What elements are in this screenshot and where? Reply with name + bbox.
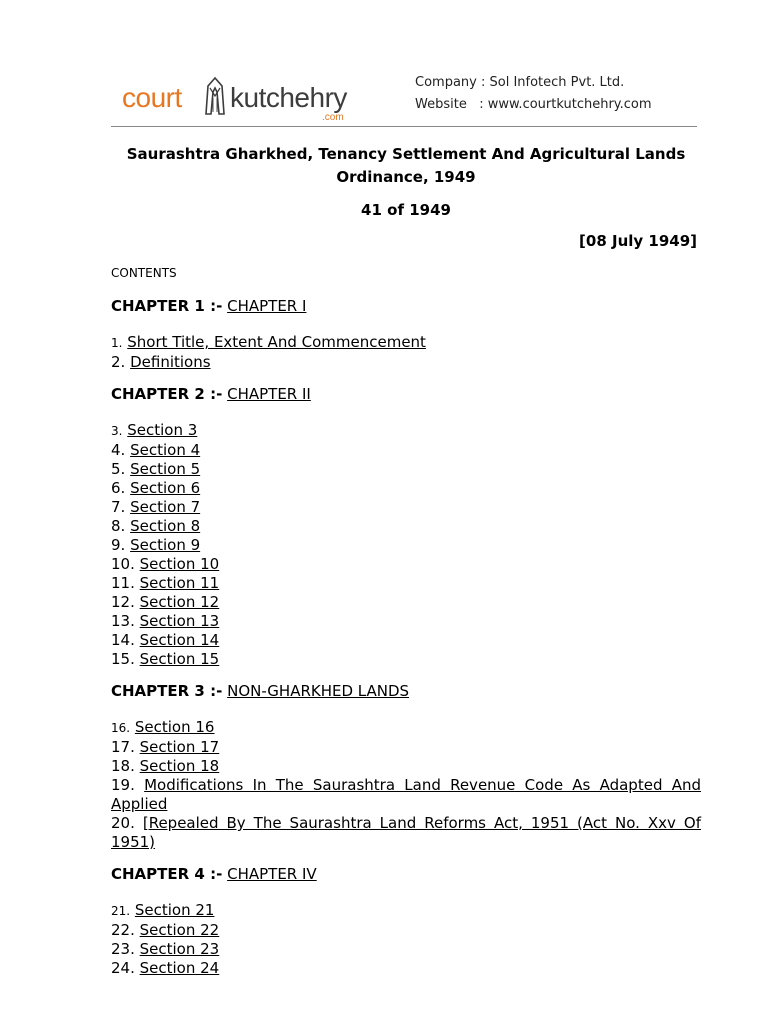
lawyer-gown-icon	[200, 76, 230, 116]
chapter-heading	[111, 385, 701, 404]
chapter-heading	[111, 682, 701, 701]
section-link[interactable]: Section 6	[130, 479, 201, 497]
section-link[interactable]: Section 15	[139, 650, 220, 668]
chapter-link[interactable]: NON-GHARKHED LANDS	[227, 682, 410, 700]
section-number: 4.	[111, 441, 126, 459]
list-item	[111, 921, 701, 940]
list-item	[111, 757, 701, 776]
logo-court-text: court	[122, 82, 182, 113]
section-link[interactable]: Section 5	[130, 460, 201, 478]
section-link[interactable]: [Repealed By The Saurashtra Land Reforms Act, 1951 (Act No. Xxv Of 1951)	[111, 814, 701, 851]
section-list	[111, 718, 701, 852]
section-link[interactable]: Section 21	[134, 901, 215, 919]
section-number: 20.	[111, 814, 135, 832]
section-number: 11.	[111, 574, 135, 592]
section-number: 3.	[111, 424, 123, 438]
section-link[interactable]: Short Title, Extent And Commencement	[127, 333, 426, 351]
list-item	[111, 460, 701, 479]
section-link[interactable]: Section 9	[130, 536, 201, 554]
list-item	[111, 353, 701, 372]
section-number: 16.	[111, 721, 131, 735]
list-item	[111, 776, 701, 814]
chapter-link[interactable]: CHAPTER II	[227, 385, 311, 403]
chapter-label: CHAPTER 1 :-	[111, 297, 223, 315]
chapter-label: CHAPTER 3 :-	[111, 682, 223, 700]
list-item	[111, 421, 701, 441]
section-link[interactable]: Section 18	[139, 757, 220, 775]
section-number: 7.	[111, 498, 126, 516]
list-item	[111, 593, 701, 612]
chapter-heading	[111, 865, 701, 884]
section-list	[111, 421, 701, 669]
section-number: 19.	[111, 776, 135, 794]
section-link[interactable]: Section 4	[130, 441, 201, 459]
section-list	[111, 901, 701, 978]
chapter-heading	[111, 297, 701, 316]
chapter-label: CHAPTER 2 :-	[111, 385, 223, 403]
section-number: 15.	[111, 650, 135, 668]
section-link[interactable]: Section 10	[139, 555, 220, 573]
section-number: 21.	[111, 904, 131, 918]
section-link[interactable]: Section 23	[139, 940, 220, 958]
chapter-label: CHAPTER 4 :-	[111, 865, 223, 883]
section-link[interactable]: Section 17	[139, 738, 220, 756]
list-item	[111, 612, 701, 631]
list-item	[111, 498, 701, 517]
section-link[interactable]: Definitions	[130, 353, 211, 371]
section-link[interactable]: Section 24	[139, 959, 220, 977]
company-info	[415, 72, 652, 116]
section-number: 10.	[111, 555, 135, 573]
list-item	[111, 333, 701, 353]
section-number: 6.	[111, 479, 126, 497]
page-header	[0, 0, 768, 130]
section-number: 24.	[111, 959, 135, 977]
section-number: 2.	[111, 353, 126, 371]
logo-com-text: .com	[322, 112, 344, 123]
section-link[interactable]: Section 7	[130, 498, 201, 516]
section-number: 12.	[111, 593, 135, 611]
section-number: 9.	[111, 536, 126, 554]
section-link[interactable]: Section 13	[139, 612, 220, 630]
document-body	[111, 143, 701, 991]
section-number: 13.	[111, 612, 135, 630]
section-number: 1.	[111, 336, 123, 350]
act-date: [08 July 1949]	[579, 232, 697, 250]
list-item	[111, 940, 701, 959]
chapter-link[interactable]: CHAPTER I	[227, 297, 307, 315]
list-item	[111, 738, 701, 757]
section-number: 18.	[111, 757, 135, 775]
list-item	[111, 479, 701, 498]
document-title: Saurashtra Gharkhed, Tenancy Settlement And Agricultural Lands Ordinance, 1949	[126, 145, 686, 186]
section-link[interactable]: Section 12	[139, 593, 220, 611]
list-item	[111, 536, 701, 555]
section-link[interactable]: Section 8	[130, 517, 201, 535]
list-item	[111, 517, 701, 536]
section-number: 14.	[111, 631, 135, 649]
section-link[interactable]: Section 16	[134, 718, 215, 736]
section-number: 23.	[111, 940, 135, 958]
logo-kutchehry-text: kutchehry	[230, 82, 347, 113]
company-line: Company : Sol Infotech Pvt. Ltd.	[415, 75, 625, 90]
section-number: 5.	[111, 460, 126, 478]
chapter-link[interactable]: CHAPTER IV	[227, 865, 317, 883]
section-number: 17.	[111, 738, 135, 756]
section-list	[111, 333, 701, 372]
section-link[interactable]: Section 3	[127, 421, 198, 439]
section-link[interactable]: Section 11	[139, 574, 220, 592]
act-number: 41 of 1949	[361, 201, 451, 219]
contents-label: CONTENTS	[111, 266, 177, 280]
website-line: Website : www.courtkutchehry.com	[415, 97, 652, 112]
list-item	[111, 631, 701, 650]
list-item	[111, 555, 701, 574]
list-item	[111, 441, 701, 460]
list-item	[111, 814, 701, 852]
section-link[interactable]: Section 22	[139, 921, 220, 939]
section-number: 22.	[111, 921, 135, 939]
list-item	[111, 959, 701, 978]
header-divider	[111, 126, 697, 127]
list-item	[111, 901, 701, 921]
section-link[interactable]: Modifications In The Saurashtra Land Revenue Code As Adapted And Applied	[111, 776, 701, 813]
list-item	[111, 574, 701, 593]
section-link[interactable]: Section 14	[139, 631, 220, 649]
list-item	[111, 650, 701, 669]
section-number: 8.	[111, 517, 126, 535]
list-item	[111, 718, 701, 738]
